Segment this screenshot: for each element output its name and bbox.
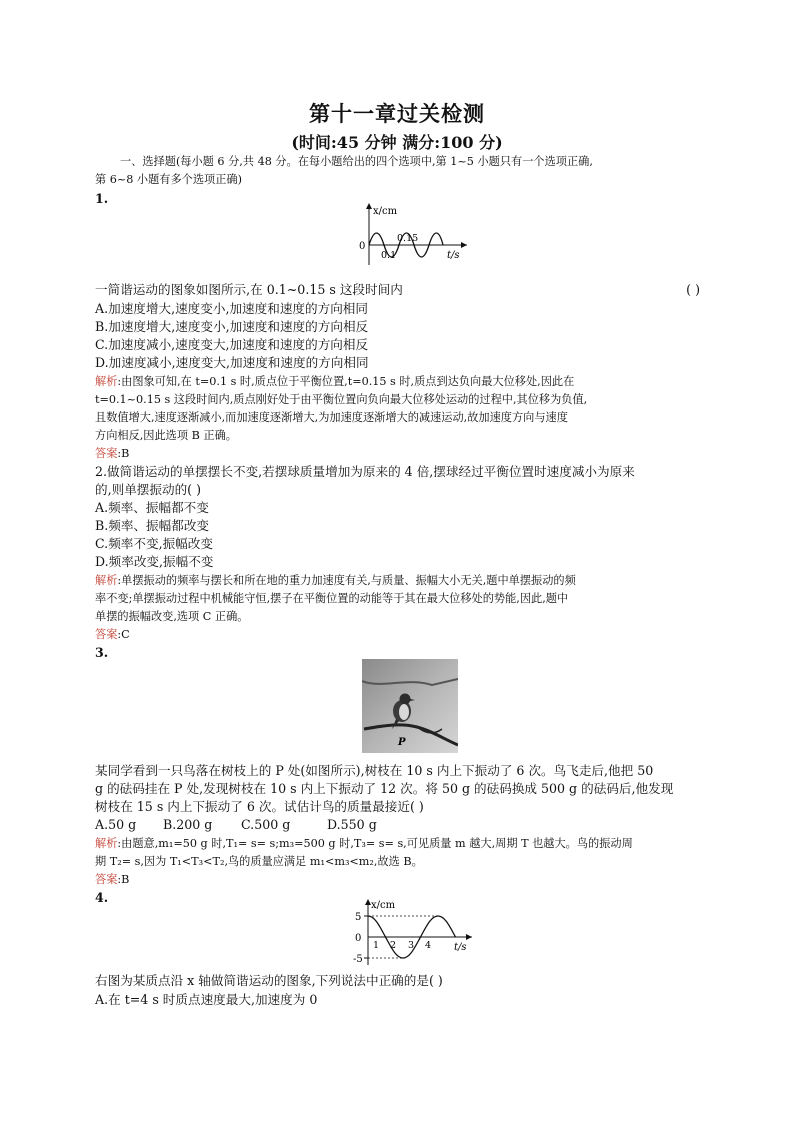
q2-answer-value: :C <box>117 628 130 641</box>
q2-analysis-line-1 <box>95 572 700 590</box>
q1-analysis-line-1 <box>95 373 700 391</box>
q1-answer-paren: ( ) <box>686 282 700 297</box>
q4-tick-1: 1 <box>373 940 380 951</box>
q1-analysis-label: 解析 <box>95 375 118 388</box>
q3-stem-line-1: 某同学看到一只鸟落在树枝上的 P 处(如图所示),树枝在 10 s 内上下振动了 6 次。鸟飞走后,他把 50 <box>95 763 654 778</box>
q3-analysis-line-1 <box>95 835 700 853</box>
q1-option-d: D.加速度减小,速度变大,加速度和速度的方向相同 <box>95 355 369 370</box>
q4-tick-4: 4 <box>425 940 432 951</box>
q2-answer-line <box>95 626 700 644</box>
q1-analysis-line-2: t=0.1~0.15 s 这段时间内,质点刚好处于由平衡位置向负向最大位移处运动的过程中,其位移为负值, <box>95 393 588 406</box>
q4-ylabel: x/cm <box>371 900 396 911</box>
q2-stem-line-1: 2.做简谐运动的单摆摆长不变,若摆球质量增加为原来的 4 倍,摆球经过平衡位置时速度减小为原来 <box>95 464 635 479</box>
q4-y-label-zero: 0 <box>355 933 362 944</box>
q3-answer-line <box>95 871 700 889</box>
q3-stem-line-3: 树枝在 15 s 内上下振动了 6 次。试估计鸟的质量最接近( ) <box>95 799 424 814</box>
q3-analysis-label: 解析 <box>95 837 118 850</box>
q3-answer-label: 答案 <box>95 873 118 886</box>
q1-stem <box>95 281 700 299</box>
q1-analysis-line-3: 且数值增大,速度逐渐减小,而加速度逐渐增大,为加速度逐渐增大的减速运动,故加速度方向与速度 <box>95 411 568 424</box>
q3-photo-label: P <box>398 737 406 748</box>
q1-t-axis-arrow <box>461 242 467 248</box>
q3-bird-head <box>400 694 411 705</box>
q1-answer-label: 答案 <box>95 447 118 460</box>
q4-tick-3: 3 <box>408 940 415 951</box>
q1-analysis-text-1: :由图象可知,在 t=0.1 s 时,质点位于平衡位置,t=0.15 s 时,质点到达负向最大位移处,因此在 <box>117 375 575 388</box>
q2-option-b: B.频率、振幅都改变 <box>95 518 210 533</box>
q1-number: 1. <box>95 191 109 206</box>
q4-t-axis-arrow <box>466 934 472 940</box>
q3-bird-breast <box>399 704 409 720</box>
q3-analysis-line-2: 期 T₂= s,因为 T₁<T₃<T₂,鸟的质量应满足 m₁<m₃<m₂,故选 B。 <box>95 855 423 868</box>
q1-tick-label-b: 0.15 <box>397 233 419 244</box>
q1-answer-value: :B <box>117 447 130 460</box>
page-subtitle: (时间:45 分钟 满分:100 分) <box>291 133 503 152</box>
q4-xlabel: t/s <box>454 942 467 953</box>
section-intro-line-2: 第 6~8 小题有多个选项正确) <box>95 173 242 186</box>
q1-x-axis-arrow <box>366 203 372 209</box>
q1-tick-label-a: 0.1 <box>381 250 397 261</box>
q2-option-c: C.频率不变,振幅改变 <box>95 536 213 551</box>
q2-stem-line-2: 的,则单摆振动的( ) <box>95 482 201 497</box>
q4-number: 4. <box>95 890 109 905</box>
q4-tick-2: 2 <box>390 940 397 951</box>
q1-option-a: A.加速度增大,速度变小,加速度和速度的方向相同 <box>95 301 368 316</box>
q1-ylabel: x/cm <box>373 206 398 217</box>
q3-number: 3. <box>95 645 109 660</box>
q4-stem: 右图为某质点沿 x 轴做简谐运动的图象,下列说法中正确的是( ) <box>95 973 443 988</box>
q3-option-a: A.50 g <box>95 817 137 832</box>
q4-option-a: A.在 t=4 s 时质点速度最大,加速度为 0 <box>95 992 318 1007</box>
q4-y-label-neg: -5 <box>353 954 363 965</box>
q2-option-a: A.频率、振幅都不变 <box>95 500 209 515</box>
q3-option-c: C.500 g <box>241 817 291 832</box>
q4-y-label-pos: 5 <box>355 912 362 923</box>
q1-analysis-line-4: 方向相反,因此选项 B 正确。 <box>95 429 237 442</box>
q1-xlabel: t/s <box>447 250 460 261</box>
q2-analysis-line-2: 率不变;单摆振动过程中机械能守恒,摆子在平衡位置的动能等于其在最大位移处的势能,因此,题中 <box>95 592 569 605</box>
q3-answer-value: :B <box>117 873 130 886</box>
q1-sine-graph <box>355 200 475 270</box>
q1-stem-text: 一简谐运动的图象如图所示,在 0.1~0.15 s 这段时间内 <box>95 282 403 297</box>
q3-analysis-text-1: :由题意,m₁=50 g 时,T₁= s= s;m₃=500 g 时,T₃= s= s,可见质量 m 越大,周期 T 也越大。鸟的振动周 <box>117 837 633 850</box>
q3-option-b: B.200 g <box>163 817 213 832</box>
q2-analysis-line-3: 单摆的振幅改变,选项 C 正确。 <box>95 610 249 623</box>
q3-stem-line-2: g 的砝码挂在 P 处,发现树枝在 10 s 内上下振动了 12 次。将 50 g 的砝码换成 500 g 的砝码后,他发现 <box>95 781 674 796</box>
q2-analysis-text-1: :单摆振动的频率与摆长和所在地的重力加速度有关,与质量、振幅大小无关,题中单摆振动的频 <box>117 574 576 587</box>
page-title: 第十一章过关检测 <box>309 101 485 126</box>
q1-answer-line <box>95 445 700 463</box>
q2-answer-label: 答案 <box>95 628 118 641</box>
q3-option-d: D.550 g <box>327 817 377 832</box>
q3-bird-photo <box>362 659 458 753</box>
q1-option-b: B.加速度增大,速度变小,加速度和速度的方向相反 <box>95 319 369 334</box>
q2-option-d: D.频率改变,振幅不变 <box>95 554 214 569</box>
section-intro-line-1: 一、选择题(每小题 6 分,共 48 分。在每小题给出的四个选项中,第 1~5 小题只有一个选项正确, <box>120 155 593 168</box>
q1-origin-label: 0 <box>359 241 366 252</box>
q1-option-c: C.加速度减小,速度变大,加速度和速度的方向相反 <box>95 337 369 352</box>
q2-analysis-label: 解析 <box>95 574 118 587</box>
q4-sine-graph <box>346 897 476 967</box>
